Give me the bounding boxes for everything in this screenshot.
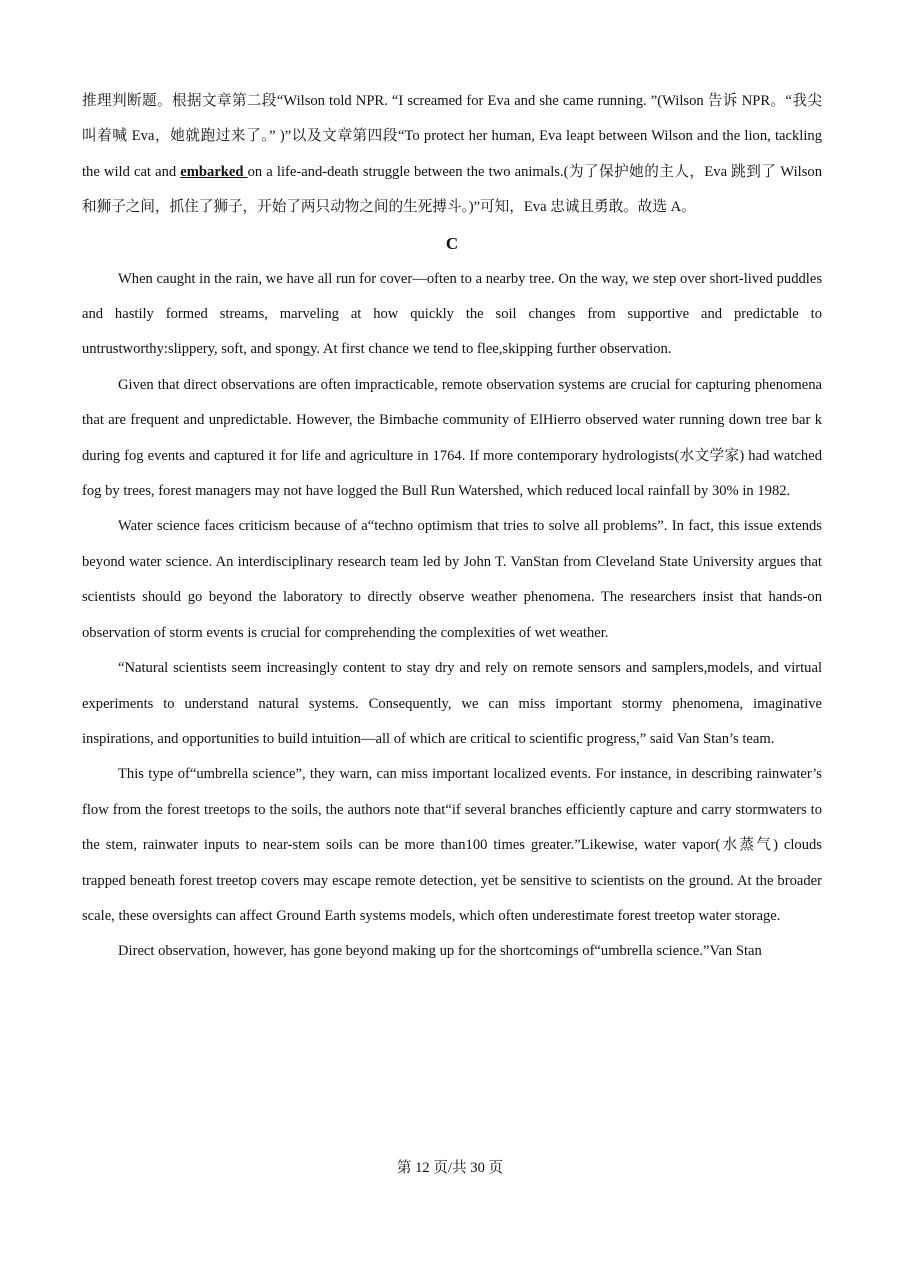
answer-text-suffix: on a life-and-death struggle between the two animals.(为了保护她的主人，Eva 跳到了 Wilson 和狮子之间，抓住了狮子，开始了两只动物之间的生死搏斗。)”可知，Eva 忠诚且勇敢。故选 A。 [82,163,822,216]
paragraph-5: This type of“umbrella science”, they warn, can miss important localized events. For instance, in describing rainwater’s flow from the forest treetops to the soils, the authors note that“if several branches efficiently capture and carry stormwaters to the stem, rainwater inputs to near-stem soils can be more than100 times greater.”Likewise, water vapor(水蒸气) clouds trapped beneath forest treetop covers may escape remote detection, yet be sensitive to scientists on the ground. At the broader scale, these oversights can affect Ground Earth systems models, which often underestimate forest treetop water storage. [82,766,822,924]
answer-explanation [82,84,822,226]
answer-text-prefix: 推理判断题。根据文章第二段“Wilson told NPR. “I screamed for Eva and she came running. ”(Wilson 告诉 NPR。“我尖叫着喊 Eva，她就跑过来了。” )”以及文章第四段“To protect her human, Eva leapt between Wilson and the lion, tackling the wild cat and [82,93,822,180]
emphasized-word: embarked [180,163,248,180]
paragraph-4: “Natural scientists seem increasingly content to stay dry and rely on remote sensors and samplers,models, and virtual experiments to understand natural systems. Consequently, we can miss important stormy phenomena, imaginative inspirations, and opportunities to build intuition—all of which are critical to scientific progress,” said Van Stan’s team. [82,660,822,747]
document-page [82,84,822,970]
paragraph-6: Direct observation, however, has gone beyond making up for the shortcomings of“umbrella science.”Van Stan [118,943,762,960]
paragraph-3: Water science faces criticism because of a“techno optimism that tries to solve all problems”. In fact, this issue extends beyond water science. An interdisciplinary research team led by John T. VanStan from Cleveland State University argues that scientists should go beyond the laboratory to directly observe weather phenomena. The researchers insist that hands-on observation of storm events is crucial for comprehending the complexities of wet weather. [82,518,822,641]
paragraph-2: Given that direct observations are often impracticable, remote observation systems are crucial for capturing phenomena that are frequent and unpredictable. However, the Bimbache community of ElHierro observed water running down tree bar k during fog events and captured it for life and agriculture in 1764. If more contemporary hydrologists(水文学家) had watched fog by trees, forest managers may not have logged the Bull Run Watershed, which reduced local rainfall by 30% in 1982. [82,376,822,500]
section-label: C [445,233,459,253]
paragraph-1: When caught in the rain, we have all run for cover—often to a nearby tree. On the way, we step over short-lived puddles and hastily formed streams, marveling at how quickly the soil changes from supportive and predictable to untrustworthy:slippery, soft, and spongy. At first chance we tend to flee,skipping further observation. [82,270,822,358]
page-footer: 第 12 页/共 30 页 [396,1160,504,1176]
